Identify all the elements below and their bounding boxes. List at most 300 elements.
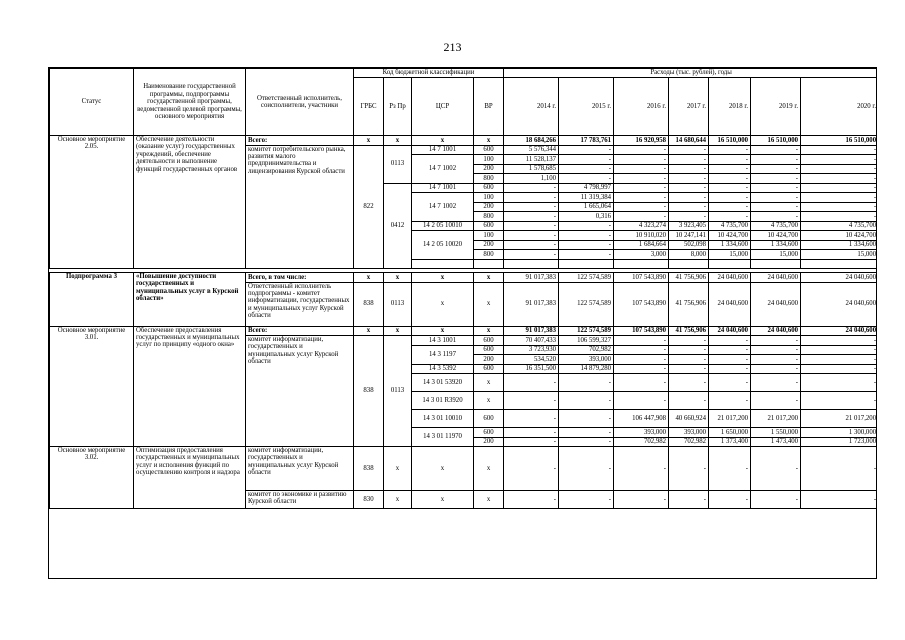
value-cell: -	[751, 345, 801, 355]
value-cell: -	[559, 374, 614, 392]
value-cell: 40 660,924	[669, 410, 709, 428]
rzpr-cell: 0113	[384, 282, 412, 326]
header-status: Статус	[50, 69, 134, 136]
empty-cell	[709, 259, 751, 269]
rzpr-cell: х	[384, 491, 412, 509]
value-cell: -	[559, 392, 614, 410]
value-cell: 24 040,600	[709, 326, 751, 336]
value-cell: 24 040,600	[709, 273, 751, 283]
value-cell: 16 351,500	[504, 364, 559, 374]
executor-cell: комитет информатизации, государственных и муниципальных услуг Курской области	[246, 447, 354, 491]
value-cell: 8,000	[669, 250, 709, 260]
value-cell: -	[504, 374, 559, 392]
value-cell: -	[751, 392, 801, 410]
vr-cell: 800	[474, 174, 504, 184]
value-cell: -	[709, 447, 751, 491]
header-expenses: Расходы (тыс. рублей), годы	[504, 69, 877, 78]
value-cell: 0,316	[559, 212, 614, 222]
csr-cell: 14 3 1197	[412, 345, 474, 364]
value-cell: 24 040,600	[801, 282, 877, 326]
value-cell: -	[504, 231, 559, 241]
value-cell: -	[801, 174, 877, 184]
value-cell: -	[504, 437, 559, 447]
total-label: Всего:	[246, 136, 354, 146]
header-year: 2018 г.	[709, 78, 751, 136]
value-cell: 21 017,200	[751, 410, 801, 428]
name-cell: Обеспечение деятельности (оказание услуг) государственных учреждений, обеспечение деятельности и выполнение функций государственных органов	[134, 136, 246, 269]
value-cell: -	[751, 164, 801, 174]
name-cell: «Повышение доступности государственных и муниципальных услуг в Курской области»	[134, 273, 246, 327]
value-cell: -	[669, 392, 709, 410]
value-cell: 1 723,000	[801, 437, 877, 447]
csr-cell: 14 7 1001	[412, 183, 474, 193]
value-cell: -	[801, 392, 877, 410]
vr-cell: 200	[474, 355, 504, 365]
header-year: 2020 г.	[801, 78, 877, 136]
value-cell: -	[709, 183, 751, 193]
x-cell: х	[474, 136, 504, 146]
vr-cell: 600	[474, 428, 504, 438]
value-cell: 24 040,600	[751, 326, 801, 336]
value-cell: 106 447,908	[614, 410, 669, 428]
value-cell: -	[751, 355, 801, 365]
status-cell: Основное мероприятие 2.05.	[50, 136, 134, 269]
value-cell: 11 528,137	[504, 155, 559, 165]
value-cell: -	[669, 364, 709, 374]
value-cell: 1 473,400	[751, 437, 801, 447]
total-label: Всего:	[246, 326, 354, 336]
value-cell: -	[669, 491, 709, 509]
value-cell: -	[669, 355, 709, 365]
grbs-cell: 822	[354, 145, 384, 269]
value-cell: -	[559, 250, 614, 260]
value-cell: 21 017,200	[709, 410, 751, 428]
value-cell: -	[559, 437, 614, 447]
value-cell: 393,000	[559, 355, 614, 365]
value-cell: -	[709, 212, 751, 222]
value-cell: -	[559, 240, 614, 250]
value-cell: 3 723,930	[504, 345, 559, 355]
value-cell: -	[504, 392, 559, 410]
header-year: 2019 г.	[751, 78, 801, 136]
empty-cell	[669, 259, 709, 269]
value-cell: -	[559, 164, 614, 174]
vr-cell: 100	[474, 155, 504, 165]
value-cell: -	[559, 221, 614, 231]
value-cell: -	[614, 145, 669, 155]
value-cell: -	[709, 392, 751, 410]
vr-cell: 600	[474, 364, 504, 374]
value-cell: -	[614, 355, 669, 365]
value-cell: -	[669, 345, 709, 355]
value-cell: 1 300,000	[801, 428, 877, 438]
status-cell: Основное мероприятие 3.01.	[50, 326, 134, 447]
value-cell: -	[504, 428, 559, 438]
value-cell: -	[669, 145, 709, 155]
value-cell: -	[669, 174, 709, 184]
value-cell: -	[709, 355, 751, 365]
value-cell: 1 334,600	[751, 240, 801, 250]
value-cell: -	[559, 145, 614, 155]
vr-cell: 800	[474, 250, 504, 260]
value-cell: 91 017,383	[504, 273, 559, 283]
value-cell: -	[504, 240, 559, 250]
value-cell: 5 576,344	[504, 145, 559, 155]
rzpr-cell: 0113	[384, 336, 412, 447]
value-cell: -	[709, 364, 751, 374]
value-cell: 10 247,141	[669, 231, 709, 241]
value-cell: -	[669, 202, 709, 212]
value-cell: 91 017,383	[504, 326, 559, 336]
value-cell: -	[559, 174, 614, 184]
value-cell: -	[751, 374, 801, 392]
value-cell: 70 407,433	[504, 336, 559, 346]
value-cell: 14 879,280	[559, 364, 614, 374]
value-cell: 10 424,700	[709, 231, 751, 241]
value-cell: -	[504, 193, 559, 203]
value-cell: -	[669, 164, 709, 174]
value-cell: 4 735,700	[801, 221, 877, 231]
header-year: 2014 г.	[504, 78, 559, 136]
header-name: Наименование государственной программы, подпрограммы государственной программы, ведомственной целевой программы, основного мероприятия	[134, 69, 246, 136]
value-cell: 122 574,589	[559, 282, 614, 326]
value-cell: -	[614, 364, 669, 374]
value-cell: -	[801, 355, 877, 365]
empty-cell	[801, 259, 877, 269]
value-cell: 15,000	[751, 250, 801, 260]
csr-cell: х	[412, 282, 474, 326]
value-cell: -	[559, 491, 614, 509]
value-cell: 24 040,600	[751, 282, 801, 326]
value-cell: 10 424,700	[751, 231, 801, 241]
value-cell: -	[801, 155, 877, 165]
table-row	[50, 136, 878, 146]
value-cell: -	[751, 183, 801, 193]
header-csr: ЦСР	[412, 78, 474, 136]
value-cell: 41 756,906	[669, 273, 709, 283]
value-cell: -	[504, 491, 559, 509]
x-cell: х	[354, 136, 384, 146]
value-cell: -	[559, 447, 614, 491]
header-vr: ВР	[474, 78, 504, 136]
vr-cell: 200	[474, 240, 504, 250]
value-cell: -	[751, 193, 801, 203]
value-cell: 15,000	[801, 250, 877, 260]
value-cell: -	[504, 212, 559, 222]
executor-cell: комитет потребительского рынка, развития малого предпринимательства и лицензирования Курской области	[246, 145, 354, 269]
value-cell: 17 783,761	[559, 136, 614, 146]
value-cell: -	[559, 428, 614, 438]
value-cell: -	[669, 193, 709, 203]
header-responsible: Ответственный исполнитель, соисполнители, участники	[246, 69, 354, 136]
executor-cell: комитет информатизации, государственных и муниципальных услуг Курской области	[246, 336, 354, 447]
value-cell: -	[751, 174, 801, 184]
value-cell: -	[709, 374, 751, 392]
executor-cell: комитет по экономике и развитию Курской области	[246, 491, 354, 509]
value-cell: 4 798,997	[559, 183, 614, 193]
vr-cell: 200	[474, 202, 504, 212]
value-cell: 122 574,589	[559, 273, 614, 283]
value-cell: -	[504, 447, 559, 491]
budget-table	[49, 68, 877, 509]
header-year: 2016 г.	[614, 78, 669, 136]
csr-cell: 14 3 01 10010	[412, 410, 474, 428]
value-cell: -	[614, 193, 669, 203]
empty-cell	[474, 259, 504, 269]
csr-cell: 14 3 1001	[412, 336, 474, 346]
value-cell: 24 040,600	[801, 273, 877, 283]
value-cell: 14 680,644	[669, 136, 709, 146]
value-cell: 1 550,000	[751, 428, 801, 438]
vr-cell: х	[474, 491, 504, 509]
csr-cell: 14 3 01 53920	[412, 374, 474, 392]
value-cell: 41 756,906	[669, 282, 709, 326]
value-cell: -	[751, 336, 801, 346]
value-cell: 534,520	[504, 355, 559, 365]
x-cell: х	[412, 136, 474, 146]
value-cell: -	[751, 145, 801, 155]
value-cell: -	[709, 164, 751, 174]
vr-cell: 600	[474, 183, 504, 193]
name-cell: Обеспечение предоставления государственных и муниципальных услуг по принципу «одного окна»	[134, 326, 246, 447]
value-cell: -	[614, 336, 669, 346]
empty-cell	[412, 259, 474, 269]
vr-cell: 200	[474, 437, 504, 447]
header-rzpr: Рз Пр	[384, 78, 412, 136]
value-cell: -	[751, 155, 801, 165]
vr-cell: 800	[474, 212, 504, 222]
value-cell: -	[614, 212, 669, 222]
x-cell: х	[354, 326, 384, 336]
csr-cell: 14 7 1002	[412, 155, 474, 184]
value-cell: 502,098	[669, 240, 709, 250]
value-cell: 1 665,064	[559, 202, 614, 212]
value-cell: -	[614, 491, 669, 509]
empty-cell	[614, 259, 669, 269]
vr-cell: 600	[474, 336, 504, 346]
value-cell: -	[709, 345, 751, 355]
value-cell: 16 510,000	[801, 136, 877, 146]
value-cell: 106 599,327	[559, 336, 614, 346]
csr-cell: 14 7 1001	[412, 145, 474, 155]
value-cell: -	[614, 202, 669, 212]
value-cell: 18 684,266	[504, 136, 559, 146]
vr-cell: 200	[474, 164, 504, 174]
value-cell: -	[614, 374, 669, 392]
value-cell: -	[709, 202, 751, 212]
value-cell: -	[801, 374, 877, 392]
value-cell: -	[669, 336, 709, 346]
csr-cell: х	[412, 447, 474, 491]
csr-cell: 14 7 1002	[412, 193, 474, 222]
x-cell: х	[474, 326, 504, 336]
vr-cell: 100	[474, 193, 504, 203]
value-cell: -	[614, 174, 669, 184]
value-cell: 1 578,685	[504, 164, 559, 174]
value-cell: 1 373,400	[709, 437, 751, 447]
value-cell: -	[504, 221, 559, 231]
value-cell: -	[751, 491, 801, 509]
grbs-cell: 830	[354, 491, 384, 509]
value-cell: -	[559, 155, 614, 165]
value-cell: -	[504, 202, 559, 212]
value-cell: 1,100	[504, 174, 559, 184]
value-cell: 107 543,890	[614, 282, 669, 326]
value-cell: -	[559, 410, 614, 428]
value-cell: -	[669, 212, 709, 222]
value-cell: 1 334,600	[709, 240, 751, 250]
value-cell: -	[614, 447, 669, 491]
value-cell: -	[751, 212, 801, 222]
empty-cell	[559, 259, 614, 269]
vr-cell: 100	[474, 231, 504, 241]
value-cell: -	[801, 145, 877, 155]
value-cell: -	[801, 364, 877, 374]
name-cell: Оптимизация предоставления государственных и муниципальных услуг и исполнения функций по осуществлению контроля и надзора	[134, 447, 246, 509]
header-year: 2017 г.	[669, 78, 709, 136]
value-cell: -	[709, 145, 751, 155]
x-cell: х	[412, 273, 474, 283]
value-cell: 4 323,274	[614, 221, 669, 231]
x-cell: х	[354, 273, 384, 283]
value-cell: 107 543,890	[614, 326, 669, 336]
value-cell: -	[504, 410, 559, 428]
empty-cell	[751, 259, 801, 269]
csr-cell: 14 2 05 10020	[412, 231, 474, 260]
value-cell: 10 424,700	[801, 231, 877, 241]
budget-table-frame	[48, 67, 877, 579]
value-cell: -	[669, 155, 709, 165]
value-cell: -	[801, 183, 877, 193]
value-cell: 1 650,000	[709, 428, 751, 438]
value-cell: 3,000	[614, 250, 669, 260]
value-cell: -	[801, 345, 877, 355]
value-cell: -	[801, 491, 877, 509]
x-cell: х	[384, 136, 412, 146]
table-row	[50, 273, 878, 283]
value-cell: -	[801, 336, 877, 346]
value-cell: 24 040,600	[801, 326, 877, 336]
value-cell: 393,000	[669, 428, 709, 438]
value-cell: 41 756,906	[669, 326, 709, 336]
csr-cell: 14 3 01 R3920	[412, 392, 474, 410]
csr-cell: 14 2 05 10010	[412, 221, 474, 231]
value-cell: 16 920,958	[614, 136, 669, 146]
value-cell: 3 923,405	[669, 221, 709, 231]
x-cell: х	[384, 273, 412, 283]
value-cell: 24 040,600	[751, 273, 801, 283]
value-cell: -	[614, 392, 669, 410]
value-cell: -	[504, 183, 559, 193]
value-cell: 11 319,384	[559, 193, 614, 203]
rzpr-cell: 0113	[384, 145, 412, 183]
value-cell: 1 334,600	[801, 240, 877, 250]
rzpr-cell: 0412	[384, 183, 412, 269]
value-cell: -	[709, 155, 751, 165]
vr-cell: 600	[474, 221, 504, 231]
x-cell: х	[384, 326, 412, 336]
csr-cell: х	[412, 491, 474, 509]
value-cell: 107 543,890	[614, 273, 669, 283]
csr-cell: 14 3 01 11970	[412, 428, 474, 447]
executor-cell: Ответственный исполнитель подпрограммы - комитет информатизации, государственных и муниципальных услуг Курской области	[246, 282, 354, 326]
value-cell: 24 040,600	[709, 282, 751, 326]
value-cell: 16 510,000	[751, 136, 801, 146]
value-cell: -	[801, 447, 877, 491]
grbs-cell: 838	[354, 282, 384, 326]
value-cell: 4 735,700	[751, 221, 801, 231]
status-cell: Основное мероприятие 3.02.	[50, 447, 134, 509]
total-label: Всего, в том числе:	[246, 273, 354, 283]
value-cell: -	[709, 491, 751, 509]
value-cell: 16 510,000	[709, 136, 751, 146]
value-cell: -	[614, 164, 669, 174]
grbs-cell: 838	[354, 447, 384, 491]
value-cell: -	[669, 374, 709, 392]
vr-cell: х	[474, 447, 504, 491]
value-cell: -	[801, 164, 877, 174]
vr-cell: х	[474, 282, 504, 326]
csr-cell: 14 3 5392	[412, 364, 474, 374]
header-budget-code: Код бюджетной классификации	[354, 69, 504, 78]
value-cell: -	[614, 183, 669, 193]
value-cell: 1 684,664	[614, 240, 669, 250]
value-cell: 4 735,700	[709, 221, 751, 231]
value-cell: 702,982	[559, 345, 614, 355]
value-cell: -	[751, 364, 801, 374]
x-cell: х	[412, 326, 474, 336]
page-number: 213	[443, 40, 462, 54]
value-cell: -	[614, 345, 669, 355]
value-cell: -	[801, 212, 877, 222]
value-cell: 702,982	[614, 437, 669, 447]
x-cell: х	[474, 273, 504, 283]
value-cell: -	[709, 336, 751, 346]
vr-cell: 600	[474, 410, 504, 428]
vr-cell: х	[474, 392, 504, 410]
header-year: 2015 г.	[559, 78, 614, 136]
value-cell: 91 017,383	[504, 282, 559, 326]
value-cell: 21 017,200	[801, 410, 877, 428]
value-cell: -	[709, 174, 751, 184]
vr-cell: х	[474, 374, 504, 392]
value-cell: 15,000	[709, 250, 751, 260]
value-cell: -	[751, 447, 801, 491]
value-cell: -	[614, 155, 669, 165]
table-row	[50, 447, 878, 491]
value-cell: 10 910,020	[614, 231, 669, 241]
value-cell: 702,982	[669, 437, 709, 447]
vr-cell: 600	[474, 345, 504, 355]
grbs-cell: 838	[354, 336, 384, 447]
value-cell: -	[669, 447, 709, 491]
value-cell: -	[801, 202, 877, 212]
value-cell: -	[801, 193, 877, 203]
vr-cell: 600	[474, 145, 504, 155]
value-cell: -	[709, 193, 751, 203]
header-grbs: ГРБС	[354, 78, 384, 136]
value-cell: -	[669, 183, 709, 193]
value-cell: 122 574,589	[559, 326, 614, 336]
rzpr-cell: х	[384, 447, 412, 491]
empty-cell	[504, 259, 559, 269]
value-cell: -	[751, 202, 801, 212]
status-cell: Подпрограмма 3	[50, 273, 134, 327]
table-row	[50, 326, 878, 336]
value-cell: -	[559, 231, 614, 241]
value-cell: 393,000	[614, 428, 669, 438]
value-cell: -	[504, 250, 559, 260]
